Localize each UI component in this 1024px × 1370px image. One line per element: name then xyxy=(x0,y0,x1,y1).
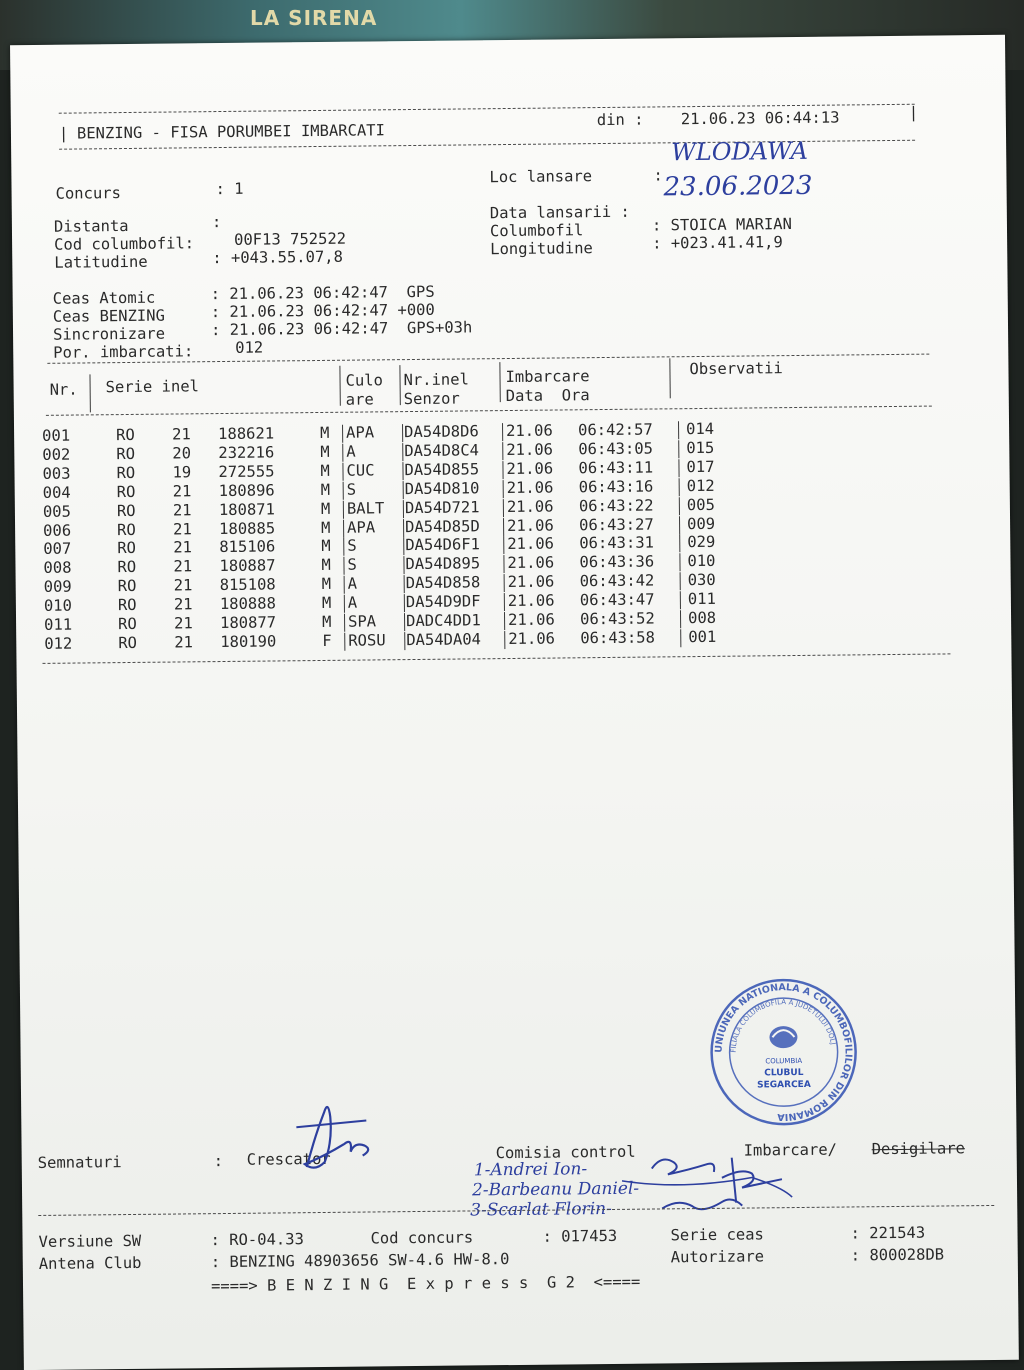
col-header-nrinel-2: Senzor xyxy=(403,389,460,409)
row-nr: 009 xyxy=(43,577,72,597)
row-sensor: DA54D8C4 xyxy=(404,441,480,460)
row-year: 21 xyxy=(173,576,193,595)
ceas-atomic-label: Ceas Atomic xyxy=(52,288,156,308)
row-color: A xyxy=(347,574,358,593)
row-year: 20 xyxy=(172,444,192,463)
row-color: S xyxy=(347,536,357,556)
row-nr: 007 xyxy=(43,539,72,559)
col-header-nrinel-1: Nr.inel xyxy=(403,370,469,390)
pigeon-logo-icon xyxy=(769,1026,797,1048)
row-color: A xyxy=(346,442,356,461)
row-country: RO xyxy=(116,444,136,464)
row-observation: 001 xyxy=(688,627,717,647)
row-time: 06:43:05 xyxy=(578,439,654,459)
cod-concurs-label: Cod concurs xyxy=(370,1228,474,1248)
row-observation: 005 xyxy=(686,495,715,514)
row-sensor: DA54D6F1 xyxy=(405,535,481,555)
column-rule xyxy=(402,443,403,461)
loc-lansare-label: Loc lansare xyxy=(489,167,593,187)
row-sex: F xyxy=(322,631,332,650)
row-observation: 009 xyxy=(686,514,716,533)
row-country: RO xyxy=(118,614,137,634)
row-sensor: DA54D721 xyxy=(404,497,480,517)
column-rule xyxy=(404,575,405,593)
header-pipe-left: | xyxy=(58,124,69,143)
commission-member-2: 2-Barbeanu Daniel- xyxy=(471,1178,640,1201)
row-time: 06:43:22 xyxy=(578,496,654,515)
row-color: A xyxy=(347,593,358,612)
row-observation: 011 xyxy=(687,589,716,609)
concurs-value: : 1 xyxy=(215,179,244,199)
col-header-culoare-1: Culo xyxy=(345,371,383,390)
column-rule xyxy=(679,478,680,496)
comisia-label: Comisia control xyxy=(495,1142,636,1163)
autorizare-label: Autorizare xyxy=(670,1247,765,1267)
column-rule xyxy=(404,594,405,612)
column-rule xyxy=(678,459,679,477)
stamp-center-line2: SEGARCEA xyxy=(757,1079,811,1091)
column-rule xyxy=(504,593,505,611)
row-year: 21 xyxy=(174,633,194,652)
column-rule xyxy=(399,365,400,405)
header-pipe-right: | xyxy=(908,103,919,122)
stamp-inner-text: FILIALA COLUMBOFILA A JUDETULUI DOLJ xyxy=(729,998,838,1053)
header-din-label: din : xyxy=(596,110,644,130)
row-sex: M xyxy=(321,575,332,594)
club-stamp xyxy=(708,976,860,1128)
row-time: 06:42:57 xyxy=(577,420,653,440)
row-date: 21.06 xyxy=(506,478,554,497)
column-rule xyxy=(504,574,505,592)
row-country: RO xyxy=(116,482,136,501)
cod-columbofil-label: Cod columbofil: xyxy=(54,234,195,254)
column-rule xyxy=(502,423,503,441)
porumbei-imbarcati-value: 012 xyxy=(235,338,264,357)
column-rule xyxy=(342,463,343,481)
row-ring: 180896 xyxy=(218,481,275,500)
row-sensor: DA54D810 xyxy=(404,479,480,498)
row-sensor: DA54D9DF xyxy=(405,592,481,612)
row-time: 06:43:52 xyxy=(579,609,655,629)
row-country: RO xyxy=(116,501,136,520)
row-nr: 011 xyxy=(44,615,73,634)
column-rule xyxy=(403,537,404,555)
row-time: 06:43:31 xyxy=(579,533,655,553)
antena-label: Antena Club xyxy=(38,1253,142,1273)
row-observation: 017 xyxy=(686,457,715,476)
row-sensor: DA54DA04 xyxy=(406,630,482,649)
row-nr: 003 xyxy=(42,464,71,483)
row-ring: 180190 xyxy=(220,632,277,651)
versiune-value: : RO-04.33 xyxy=(210,1230,304,1250)
row-sex: M xyxy=(321,518,331,537)
column-rule xyxy=(678,440,679,458)
row-observation: 029 xyxy=(687,533,716,552)
row-year: 21 xyxy=(172,500,192,520)
col-header-observatii: Observatii xyxy=(689,359,783,379)
stamp-center-top: COLUMBIA xyxy=(765,1056,803,1066)
row-sex: M xyxy=(320,499,331,518)
column-rule xyxy=(504,612,505,630)
commission-member-1: 1-Andrei Ion- xyxy=(473,1159,588,1181)
row-time: 06:43:42 xyxy=(579,571,655,591)
crescator-label: Crescator xyxy=(246,1149,331,1169)
row-date: 21.06 xyxy=(506,516,554,535)
signatures-label: Semnaturi xyxy=(37,1153,122,1172)
row-country: RO xyxy=(117,577,137,596)
row-time: 06:43:47 xyxy=(579,590,655,610)
row-ring: 272555 xyxy=(218,462,275,481)
col-header-nr: Nr. xyxy=(49,380,78,399)
column-rule xyxy=(404,632,405,650)
loc-lansare-sep: : xyxy=(653,166,663,185)
col-header-imbarcare-1: Imbarcare xyxy=(505,367,590,387)
row-observation: 015 xyxy=(686,438,715,458)
divider xyxy=(42,653,950,664)
column-rule xyxy=(343,519,344,537)
row-ring: 188621 xyxy=(218,424,275,444)
columbofil-label: Columbofil xyxy=(489,221,584,241)
column-rule xyxy=(344,633,345,651)
row-ring: 180887 xyxy=(219,556,276,576)
row-country: RO xyxy=(116,463,136,482)
row-date: 21.06 xyxy=(507,534,555,554)
data-lansarii-label: Data lansarii : xyxy=(489,202,630,223)
distanta-sep: : xyxy=(211,213,222,232)
row-sex: M xyxy=(320,480,331,499)
row-nr: 010 xyxy=(43,596,72,615)
column-rule xyxy=(669,358,670,398)
row-time: 06:43:36 xyxy=(579,552,655,572)
row-observation: 012 xyxy=(686,476,715,495)
row-color: ROSU xyxy=(348,631,386,650)
row-ring: 180885 xyxy=(219,518,276,538)
latitudine-value: : +043.55.07,8 xyxy=(212,247,344,268)
column-rule xyxy=(503,518,504,536)
row-date: 21.06 xyxy=(506,459,554,478)
column-rule xyxy=(679,516,680,534)
column-rule xyxy=(502,442,503,460)
column-rule xyxy=(339,366,340,406)
row-time: 06:43:11 xyxy=(578,458,654,478)
stamp-outer-text: UNIUNEA NATIONALA A COLUMBOFILILOR DIN ROMANIA xyxy=(713,982,854,1123)
row-date: 21.06 xyxy=(506,440,554,459)
row-ring: 180877 xyxy=(219,613,277,633)
row-nr: 008 xyxy=(43,558,72,578)
porumbei-imbarcati-label: Por. imbarcati: xyxy=(53,342,194,362)
commission-member-3: 3-Scarlat Florin- xyxy=(470,1198,612,1221)
row-observation: 010 xyxy=(687,552,716,571)
row-sex: M xyxy=(320,442,330,461)
row-sex: M xyxy=(320,461,330,480)
row-country: RO xyxy=(117,558,137,577)
imbarcare-label: Imbarcare/ xyxy=(743,1140,838,1160)
device-footer: ====> B E N Z I N G E x p r e s s G 2 <==== xyxy=(210,1272,641,1296)
row-nr: 006 xyxy=(43,521,72,540)
column-rule xyxy=(503,536,504,554)
sincronizare-label: Sincronizare xyxy=(52,324,166,344)
column-rule xyxy=(343,557,344,575)
row-color: S xyxy=(346,480,357,499)
row-time: 06:43:27 xyxy=(578,514,654,534)
column-rule xyxy=(403,500,404,518)
column-rule xyxy=(403,519,404,537)
row-sex: M xyxy=(320,423,330,442)
column-rule xyxy=(342,425,343,443)
autorizare-value: : 800028DB xyxy=(850,1245,945,1265)
crescator-signature xyxy=(276,1086,387,1182)
row-year: 19 xyxy=(172,463,192,482)
column-rule xyxy=(680,610,681,628)
versiune-label: Versiune SW xyxy=(38,1231,142,1251)
row-date: 21.06 xyxy=(506,421,553,441)
row-date: 21.06 xyxy=(507,572,555,592)
column-rule xyxy=(402,462,403,480)
row-ring: 180888 xyxy=(219,594,276,614)
row-color: APA xyxy=(346,423,375,442)
row-year: 21 xyxy=(173,595,193,614)
column-rule xyxy=(680,591,681,609)
row-year: 21 xyxy=(172,425,191,444)
row-ring: 815108 xyxy=(219,575,276,595)
column-rule xyxy=(680,629,681,647)
row-color: APA xyxy=(346,517,376,537)
row-color: BALT xyxy=(346,498,385,518)
col-header-serie: Serie inel xyxy=(105,377,200,397)
row-color: S xyxy=(347,555,357,575)
row-sensor: DA54D85D xyxy=(404,516,480,536)
signatures-sep: : xyxy=(213,1152,224,1171)
row-date: 21.06 xyxy=(508,629,556,648)
column-rule xyxy=(680,572,681,590)
ceas-benzing-label: Ceas BENZING xyxy=(52,306,165,326)
row-year: 21 xyxy=(173,557,193,576)
ceas-benzing-value: : 21.06.23 06:42:47 +000 xyxy=(210,300,435,322)
col-header-imbarcare-2: Data Ora xyxy=(505,386,590,406)
row-sensor: DADC4DD1 xyxy=(405,611,481,631)
column-rule xyxy=(342,444,343,462)
row-sensor: DA54D8D6 xyxy=(404,422,479,442)
commission-signatures xyxy=(622,1137,813,1229)
row-year: 21 xyxy=(173,614,193,633)
row-observation: 030 xyxy=(687,571,716,590)
row-country: RO xyxy=(116,425,135,445)
column-rule xyxy=(344,576,345,594)
data-lansarii-handwritten: 23.06.2023 xyxy=(663,170,813,203)
row-nr: 002 xyxy=(42,445,71,464)
row-country: RO xyxy=(117,520,136,539)
stamp-center-line1: CLUBUL xyxy=(764,1067,804,1079)
column-rule xyxy=(402,424,403,442)
column-rule xyxy=(499,362,500,402)
row-time: 06:43:16 xyxy=(578,477,654,496)
row-date: 21.06 xyxy=(507,591,555,611)
row-sensor: DA54D858 xyxy=(405,573,481,593)
row-date: 21.06 xyxy=(507,610,555,630)
column-rule xyxy=(343,481,344,499)
cod-columbofil-value: 00F13 752522 xyxy=(233,229,347,249)
row-year: 21 xyxy=(173,538,193,557)
row-ring: 232216 xyxy=(218,443,275,462)
header-title: BENZING - FISA PORUMBEI IMBARCATI xyxy=(76,121,385,143)
loc-lansare-handwritten: WLODAWA xyxy=(671,136,809,167)
column-rule xyxy=(679,554,680,572)
ceas-atomic-value: : 21.06.23 06:42:47 GPS xyxy=(210,282,435,304)
column-rule xyxy=(503,480,504,498)
column-rule xyxy=(343,500,344,518)
column-rule xyxy=(343,538,344,556)
row-sex: M xyxy=(321,537,331,556)
row-country: RO xyxy=(118,633,138,652)
column-rule xyxy=(504,631,505,649)
row-sensor: DA54D855 xyxy=(404,460,480,479)
column-rule xyxy=(403,556,404,574)
row-color: SPA xyxy=(347,612,377,631)
desigilare-label: Desigilare xyxy=(871,1139,966,1159)
column-rule xyxy=(503,555,504,573)
distanta-label: Distanta xyxy=(53,216,129,236)
row-date: 21.06 xyxy=(507,553,555,573)
row-nr: 004 xyxy=(42,483,71,502)
row-date: 21.06 xyxy=(506,497,554,516)
column-rule xyxy=(344,614,345,632)
column-rule xyxy=(679,535,680,553)
serie-ceas-label: Serie ceas xyxy=(670,1225,764,1245)
row-sensor: DA54D895 xyxy=(405,554,481,574)
row-nr: 012 xyxy=(44,634,73,653)
column-rule xyxy=(344,595,345,613)
column-rule xyxy=(502,461,503,479)
divider xyxy=(46,406,932,416)
longitudine-value: : +023.41.41,9 xyxy=(652,233,783,253)
row-year: 21 xyxy=(172,482,192,501)
column-rule xyxy=(89,374,90,412)
columbofil-value: : STOICA MARIAN xyxy=(651,215,793,235)
serie-ceas-value: : 221543 xyxy=(850,1223,926,1243)
row-sex: M xyxy=(321,612,332,631)
row-country: RO xyxy=(117,539,137,558)
column-rule xyxy=(404,613,405,631)
row-nr: 005 xyxy=(42,502,72,521)
col-header-culoare-2: are xyxy=(345,390,374,409)
cod-concurs-value: : 017453 xyxy=(542,1226,618,1246)
row-observation: 014 xyxy=(685,419,715,439)
row-country: RO xyxy=(117,596,137,615)
concurs-label: Concurs xyxy=(55,184,122,203)
antena-value: : BENZING 48903656 SW-4.6 HW-8.0 xyxy=(210,1250,510,1272)
race-sheet xyxy=(10,35,1019,1370)
row-ring: 180871 xyxy=(218,500,275,519)
row-observation: 008 xyxy=(687,608,717,628)
background-book-title: LA SIRENA xyxy=(250,6,378,30)
latitudine-label: Latitudine xyxy=(54,252,148,272)
row-nr: 001 xyxy=(42,426,71,445)
column-rule xyxy=(403,481,404,499)
row-sex: M xyxy=(321,556,331,575)
sincronizare-value: : 21.06.23 06:42:47 GPS+03h xyxy=(210,318,473,340)
row-color: CUC xyxy=(346,461,375,480)
column-rule xyxy=(503,499,504,517)
column-rule xyxy=(678,421,679,439)
header-din-value: 21.06.23 06:44:13 xyxy=(680,108,840,129)
row-year: 21 xyxy=(173,519,192,539)
row-ring: 815106 xyxy=(219,537,276,557)
longitudine-label: Longitudine xyxy=(490,239,593,259)
row-time: 06:43:58 xyxy=(580,628,656,648)
column-rule xyxy=(679,497,680,515)
row-sex: M xyxy=(321,593,332,613)
